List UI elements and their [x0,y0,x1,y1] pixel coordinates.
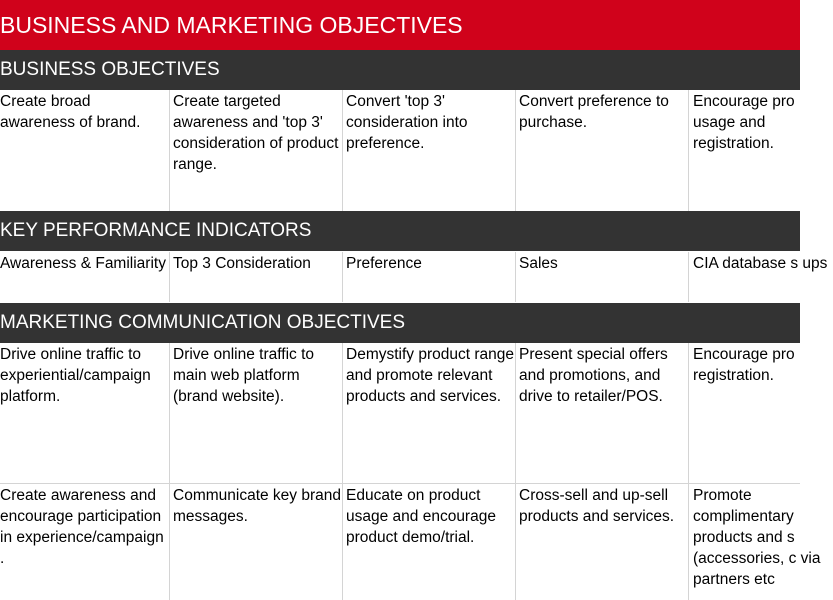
marcom-objective-cell [689,484,821,600]
marcom-objective-cell [689,343,800,483]
business-objectives-row [0,90,800,211]
business-objective-cell: Convert 'top 3' consideration into preference. [343,90,516,211]
marcom-objective-cell: Present special offers and promotions, and drive to retailer/POS. [516,343,689,483]
marcom-objective-cell: Cross-sell and up-sell products and services. [516,484,689,600]
marcom-objective-cell: Educate on product usage and encourage product demo/trial. [343,484,516,600]
kpi-cell: Top 3 Consideration [170,252,343,302]
kpi-cell [689,252,828,302]
business-objective-cell [689,90,800,211]
marcom-row [0,343,800,483]
marcom-row [0,484,821,600]
section-header-marketing-communication-objectives: MARKETING COMMUNICATION OBJECTIVES [0,303,800,343]
marcom-objective-cell: Drive online traffic to main web platform (brand website). [170,343,343,483]
business-objective-cell: Create targeted awareness and 'top 3' consideration of product range. [170,90,343,211]
marcom-objective-cell: Demystify product range and promote relevant products and services. [343,343,516,483]
kpi-row [0,252,828,302]
business-objective-cell: Create broad awareness of brand. [0,90,170,211]
marcom-objective-cell: Create awareness and encourage participation in experience/campaign . [0,484,170,600]
page-title: BUSINESS AND MARKETING OBJECTIVES [0,0,800,50]
marcom-objective-cell: Communicate key brand messages. [170,484,343,600]
kpi-cell: Sales [516,252,689,302]
marcom-objective-cell: Drive online traffic to experiential/campaign platform. [0,343,170,483]
kpi-cell: Preference [343,252,516,302]
kpi-cell: Awareness & Familiarity [0,252,170,302]
section-header-business-objectives: BUSINESS OBJECTIVES [0,50,800,90]
marcom-objective-text: Promote complimentary products and s (accessories, c via partners etc [693,487,821,588]
business-objective-text: Encourage pro usage and registration. [693,93,795,152]
business-objective-cell: Convert preference to purchase. [516,90,689,211]
marcom-objective-text: Encourage pro registration. [693,346,795,384]
kpi-text: CIA database s ups [693,255,828,272]
section-header-kpi: KEY PERFORMANCE INDICATORS [0,211,800,251]
